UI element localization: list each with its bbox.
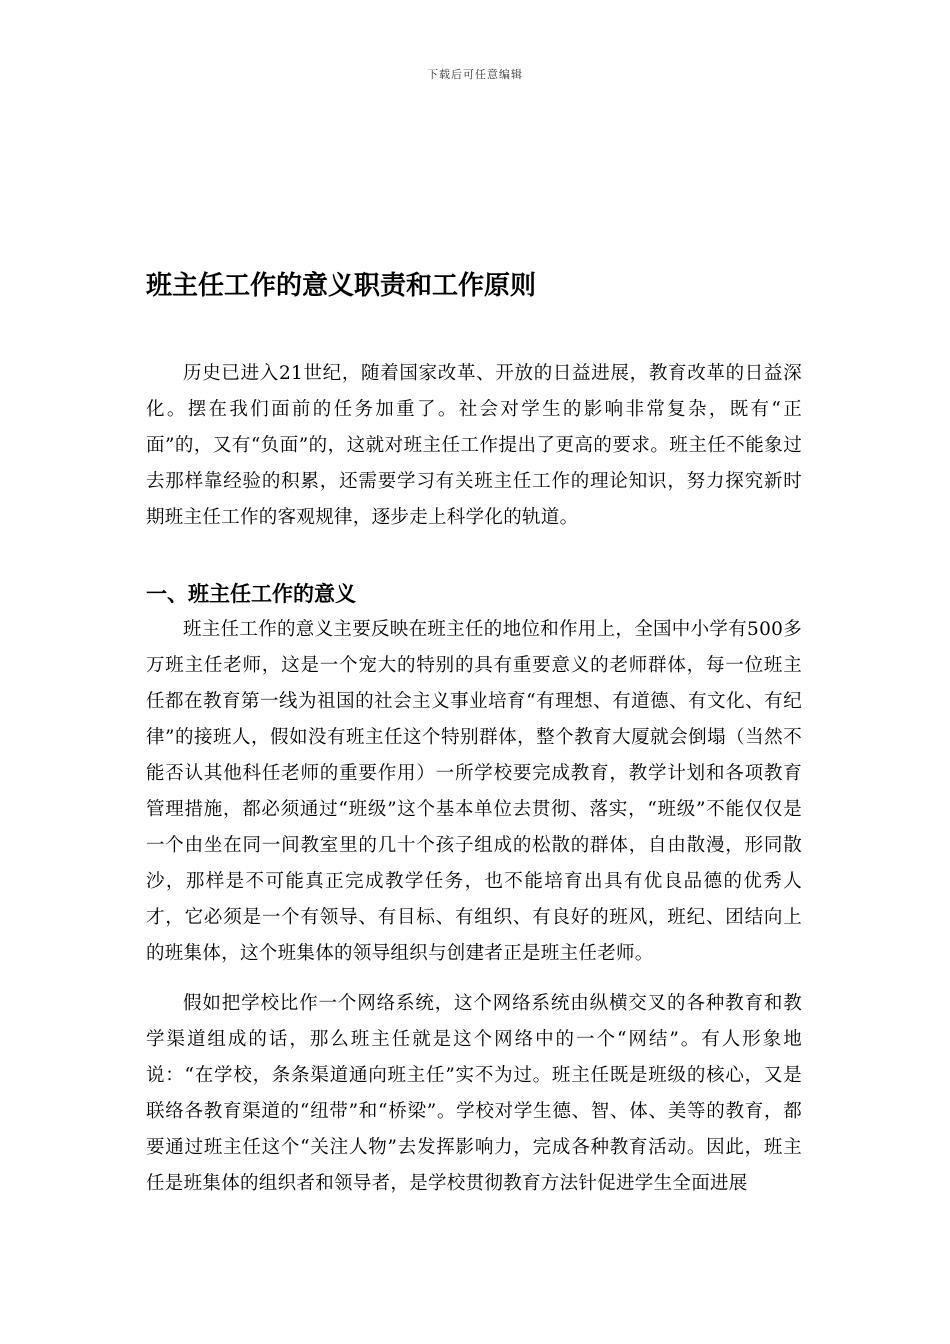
section-paragraph: 假如把学校比作一个网络系统，这个网络系统由纵横交叉的各种教育和教学渠道组成的话，那么班主任就是这个网络中的一个“网结”。有人形象地说：“在学校，条条渠道通向班主任”实不为过。班主任既是班级的核心，又是联络各教育渠道的“纽带”和“桥梁”。学校对学生德、智、体、美等的教育，都要通过班主任这个“关注人物”去发挥影响力，完成各种教育活动。因此，班主任是班集体的组织者和领导者，是学校贯彻教育方法针促进学生全面进展 [146, 993, 802, 1194]
header-note: 下载后可任意编辑 [427, 68, 523, 81]
intro-paragraph: 历史已进入21世纪，随着国家改革、开放的日益进展，教育改革的日益深化。摆在我们面前的任务加重了。社会对学生的影响非常复杂，既有“正面”的，又有“负面”的，这就对班主任工作提出了更高的要求。班主任不能象过去那样靠经验的积累，还需要学习有关班主任工作的理论知识，努力探究新时期班主任工作的客观规律，逐步走上科学化的轨道。 [146, 363, 802, 528]
document-title: 班主任工作的意义职责和工作原则 [146, 271, 537, 301]
section-heading: 一、班主任工作的意义 [146, 582, 356, 606]
section-paragraph: 班主任工作的意义主要反映在班主任的地位和作用上，全国中小学有500多万班主任老师，这是一个宠大的特别的具有重要意义的老师群体，每一位班主任都在教育第一线为祖国的社会主义事业培育“有理想、有道德、有文化、有纪律”的接班人，假如没有班主任这个特别群体，整个教育大厦就会倒塌（当然不能否认其他科任老师的重要作用）一所学校要完成教育，教学计划和各项教育管理措施，都必须通过“班级”这个基本单位去贯彻、落实，“班级”不能仅仅是一个由坐在同一间教室里的几十个孩子组成的松散的群体，自由散漫，形同散沙，那样是不可能真正完成教学任务，也不能培育出具有优良品德的优秀人才，它必须是一个有领导、有目标、有组织、有良好的班风，班纪、团结向上的班集体，这个班集体的领导组织与创建者正是班主任老师。 [146, 619, 803, 964]
